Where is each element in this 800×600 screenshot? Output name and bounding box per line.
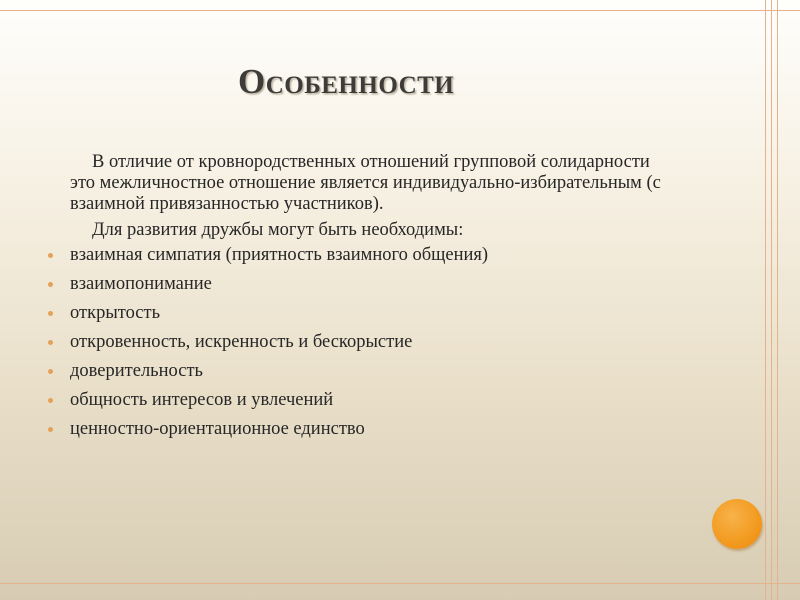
slide-title: Особенности	[238, 62, 455, 101]
bullet-dot-icon	[48, 253, 53, 258]
list-item-text: ценностно-ориентационное единство	[70, 419, 365, 439]
list-item-text: взаимная симпатия (приятность взаимного общения)	[70, 245, 489, 265]
bullet-dot-icon	[48, 398, 53, 403]
list-item-text: доверительность	[70, 361, 203, 381]
lead-in-paragraph: Для развития дружбы могут быть необходимы:	[92, 220, 464, 240]
list-item	[70, 332, 670, 353]
list-item-text: взаимопонимание	[70, 274, 212, 294]
frame-line	[771, 0, 772, 600]
list-item	[70, 390, 670, 411]
slide-body	[70, 152, 670, 448]
bullet-dot-icon	[48, 427, 53, 432]
bullet-list	[70, 245, 670, 440]
frame-line	[777, 0, 778, 600]
list-item-text: общность интересов и увлечений	[70, 390, 334, 410]
frame-line	[0, 583, 800, 584]
bullet-dot-icon	[48, 340, 53, 345]
frame-line	[765, 0, 766, 600]
bullet-dot-icon	[48, 369, 53, 374]
orange-circle-decoration	[712, 499, 762, 549]
list-item	[70, 303, 670, 324]
frame-line	[0, 10, 800, 11]
bullet-dot-icon	[48, 282, 53, 287]
intro-paragraph: В отличие от кровнородственных отношений групповой солидарности это межличностное отношение является индивидуально-избирательным (с взаимной привязанностью участников).	[70, 152, 661, 214]
list-item	[70, 274, 670, 295]
list-item-text: откровенность, искренность и бескорыстие	[70, 332, 413, 352]
list-item	[70, 361, 670, 382]
bullet-dot-icon	[48, 311, 53, 316]
list-item	[70, 245, 670, 266]
list-item-text: открытость	[70, 303, 161, 323]
list-item	[70, 419, 670, 440]
